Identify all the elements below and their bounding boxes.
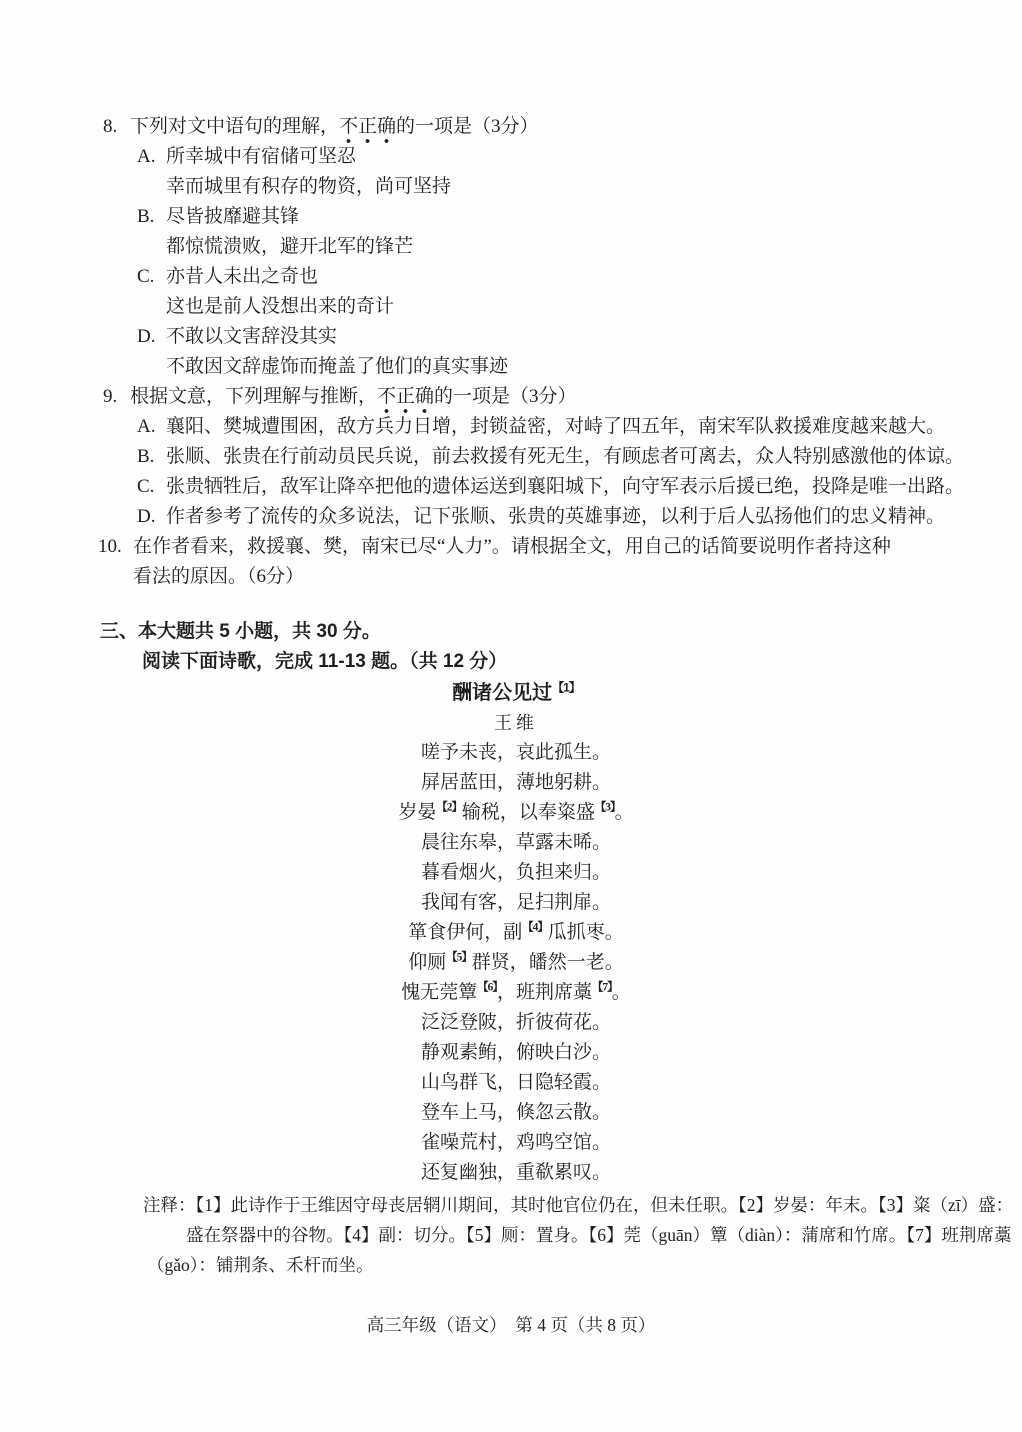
poem-line: 岁晏$^{【2】}$输税，以奉粢盛$^{【3】}$。	[398, 801, 634, 823]
question-9-stem-emphasis: 不正确	[377, 386, 434, 414]
question-9-stem-suffix: 的一项是（3分）	[434, 386, 577, 407]
option-text: 亦昔人未出之奇也	[166, 266, 319, 287]
poem-line: 嗟予未丧，哀此孤生。	[420, 742, 611, 763]
poem	[100, 678, 932, 1188]
note-reference: 【6】	[477, 981, 497, 994]
poem-title: 酬诸公见过$^{【1】}$	[452, 680, 580, 704]
option-label: A.	[137, 146, 156, 167]
poem-line: 泛泛登陂，折彼荷花。	[420, 1012, 611, 1033]
page-footer: 高三年级（语文） 第 4 页（共 8 页）	[366, 1315, 656, 1335]
option-label: B.	[137, 446, 155, 467]
option-text: 张贵牺牲后，敌军让降卒把他的遗体运送到襄阳城下，向守军表示后援已绝，投降是唯一出路。	[166, 476, 965, 497]
question-10	[100, 532, 932, 592]
section-3-instruction: 阅读下面诗歌，完成 11-13 题。（共 12 分）	[142, 651, 508, 672]
note-line-3: （gǎo）：铺荆条、禾杆而坐。	[147, 1255, 374, 1275]
question-9-option-b	[100, 442, 965, 472]
option-label: A.	[137, 416, 156, 437]
poem-line: 雀噪荒村，鸡鸣空馆。	[420, 1132, 611, 1153]
note-reference: 【4】	[522, 921, 548, 934]
poem-line: 屏居蓝田，薄地躬耕。	[420, 772, 611, 793]
question-8-stem	[100, 112, 932, 142]
question-8-option-a	[100, 142, 932, 172]
note-line-1: 注释：【1】此诗作于王维因守母丧居辋川期间，其时他官位仍在，但未任职。【2】岁晏：年末。【3】粢（zī）盛：	[143, 1195, 1014, 1215]
option-text: 所幸城中有宿储可坚忍	[166, 146, 357, 167]
poem-line: 还复幽独，重欷累叹。	[420, 1162, 611, 1183]
note-reference: 【3】	[594, 801, 615, 814]
question-9-option-c	[100, 472, 965, 502]
option-label: C.	[137, 476, 155, 497]
poem-line: 晨往东皋，草露未晞。	[420, 832, 611, 853]
option-label: C.	[137, 266, 155, 287]
note-reference: 【5】	[446, 951, 472, 964]
question-9	[100, 382, 965, 532]
poem-line: 静观素鲔，俯映白沙。	[420, 1042, 611, 1063]
poem-line: 箪食伊何，副$^{【4】}$瓜抓枣。	[408, 921, 624, 943]
question-8-number: 8.	[103, 116, 118, 137]
question-10-number: 10.	[98, 536, 122, 557]
question-8-option-b	[100, 202, 932, 232]
poem-line: 暮看烟火，负担来归。	[420, 862, 611, 883]
question-9-number: 9.	[103, 386, 118, 407]
question-8-stem-emphasis: 不正确	[339, 116, 396, 144]
option-text: 不敢以文害辞没其实	[166, 326, 338, 347]
option-label: D.	[137, 506, 156, 527]
poem-line: 愧无莞簟$^{【6】}$，班荆席藁$^{【7】}$。	[401, 981, 631, 1003]
section-3-heading: 三、本大题共 5 小题，共 30 分。	[100, 621, 381, 642]
poem-line: 山鸟群飞，日隐轻霞。	[420, 1072, 611, 1093]
question-8-option-c-translation: 这也是前人没想出来的奇计	[166, 296, 395, 317]
question-10-line2: 看法的原因。（6分）	[133, 566, 305, 587]
option-text: 襄阳、樊城遭围困，敌方兵力日增，封锁益密，对峙了四五年，南宋军队救援难度越来越大。	[166, 416, 946, 437]
question-9-stem	[100, 382, 932, 412]
option-text: 作者参考了流传的众多说法，记下张顺、张贵的英雄事迹，以利于后人弘扬他们的忠义精神。	[166, 506, 946, 527]
option-label: B.	[137, 206, 155, 227]
question-8-option-a-translation: 幸而城里有积存的物资，尚可坚持	[166, 176, 452, 197]
question-9-stem-prefix: 根据文意，下列理解与推断，	[130, 386, 378, 407]
note-line-2: 盛在祭器中的谷物。【4】副：切分。【5】厕：置身。【6】莞（guān）簟（diàn）：蒲席和竹席。【7】班荆席藁	[186, 1225, 1012, 1245]
note-reference: 【1】	[552, 680, 580, 695]
option-text: 尽皆披靡避其锋	[166, 206, 300, 227]
note-reference: 【7】	[592, 981, 612, 994]
question-8-option-d-translation: 不敢因文辞虚饰而掩盖了他们的真实事迹	[166, 356, 509, 377]
poem-line: 登车上马，倏忽云散。	[420, 1102, 611, 1123]
question-8	[100, 112, 932, 382]
question-10-text: 在作者看来，救援襄、樊，南宋已尽“人力”。请根据全文，用自己的话简要说明作者持这种	[133, 536, 891, 557]
option-text: 张顺、张贵在行前动员民兵说，前去救援有死无生，有顾虑者可离去，众人特别感激他的体谅。	[166, 446, 965, 467]
poem-line: 我闻有客，足扫荆扉。	[420, 892, 611, 913]
poem-line: 仰厕$^{【5】}$群贤，皤然一老。	[408, 951, 624, 973]
question-9-option-a	[100, 412, 946, 442]
option-label: D.	[137, 326, 156, 347]
question-8-stem-suffix: 的一项是（3分）	[396, 116, 539, 137]
poem-author: 王维	[494, 713, 538, 733]
question-8-option-d	[100, 322, 932, 352]
question-9-option-d	[100, 502, 946, 532]
note-reference: 【2】	[436, 801, 462, 814]
question-8-stem-prefix: 下列对文中语句的理解，	[130, 116, 340, 137]
question-10-line1	[100, 532, 932, 562]
question-8-option-c	[100, 262, 932, 292]
question-8-option-b-translation: 都惊慌溃败，避开北军的锋芒	[166, 236, 414, 257]
poem-notes	[100, 1190, 1014, 1280]
